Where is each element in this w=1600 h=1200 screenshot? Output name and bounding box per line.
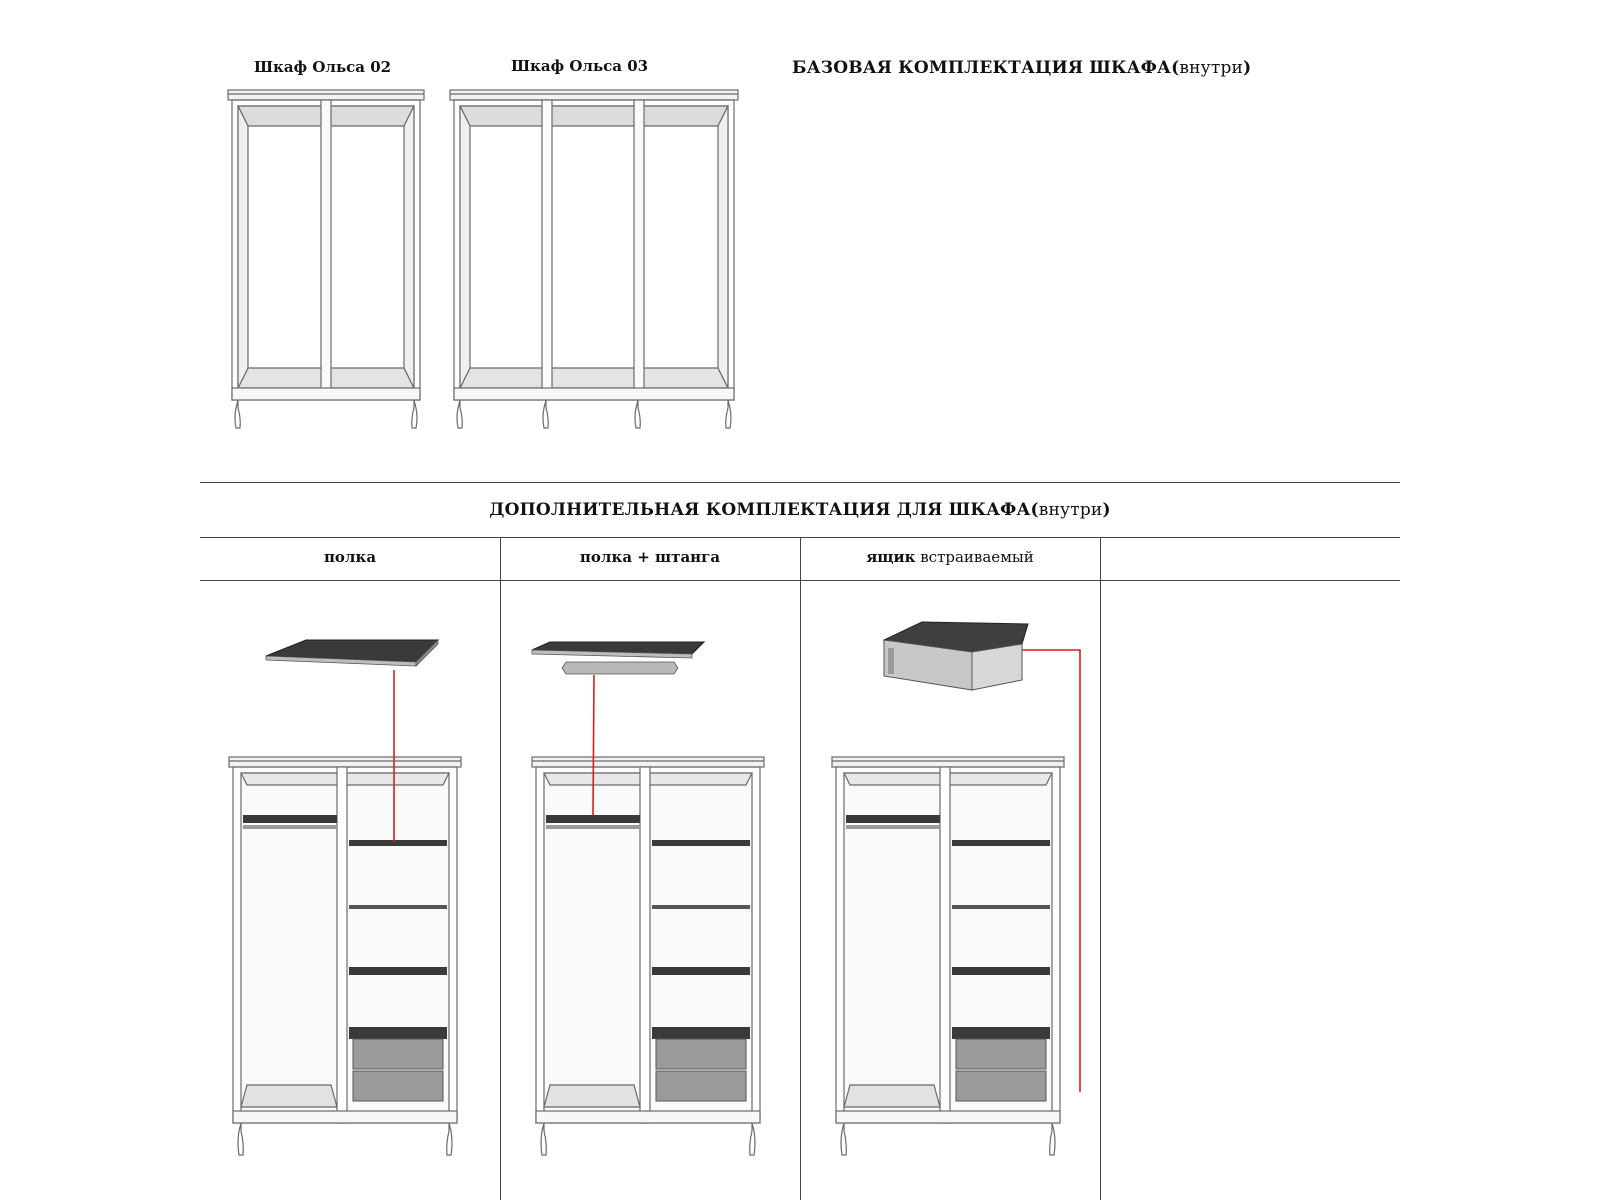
base-heading-light: внутри — [1179, 58, 1244, 78]
column-label-empty — [1100, 548, 1400, 568]
wardrobe-olsa-03-drawing — [450, 88, 740, 433]
section-divider — [200, 482, 1400, 483]
loose-shelf-rod-illustration — [532, 640, 712, 690]
wardrobe-interior-shelf — [229, 755, 464, 1160]
wardrobe-title-olsa-02: Шкаф Ольса 02 — [254, 58, 392, 76]
extra-heading-close: ) — [1102, 500, 1111, 520]
base-equipment-heading — [792, 58, 1251, 78]
loose-drawer-illustration — [882, 620, 1032, 700]
column-divider-3 — [1100, 537, 1101, 1200]
column-divider-1 — [500, 537, 501, 1200]
base-heading-close: ) — [1243, 58, 1252, 78]
column-label-drawer-bold: ящик — [866, 548, 916, 566]
column-label-shelf-rod-bold: полка + штанга — [579, 548, 721, 566]
extra-equipment-heading — [200, 500, 1400, 520]
column-label-shelf-bold: полка — [323, 548, 377, 566]
wardrobe-olsa-02-drawing — [228, 88, 428, 433]
column-label-shelf — [200, 548, 500, 568]
loose-shelf-illustration — [266, 638, 446, 678]
base-heading-bold: БАЗОВАЯ КОМПЛЕКТАЦИЯ ШКАФА( — [792, 58, 1180, 78]
wardrobe-title-olsa-03: Шкаф Ольса 03 — [511, 57, 649, 75]
wardrobe-interior-drawer — [832, 755, 1067, 1160]
extra-heading-light: внутри — [1038, 500, 1103, 520]
column-label-drawer-light: встраиваемый — [915, 548, 1034, 566]
column-label-shelf-rod — [500, 548, 800, 568]
column-label-drawer — [800, 548, 1100, 568]
column-divider-2 — [800, 537, 801, 1200]
extra-heading-bold: ДОПОЛНИТЕЛЬНАЯ КОМПЛЕКТАЦИЯ ДЛЯ ШКАФА( — [489, 500, 1039, 520]
wardrobe-interior-shelf-rod — [532, 755, 767, 1160]
